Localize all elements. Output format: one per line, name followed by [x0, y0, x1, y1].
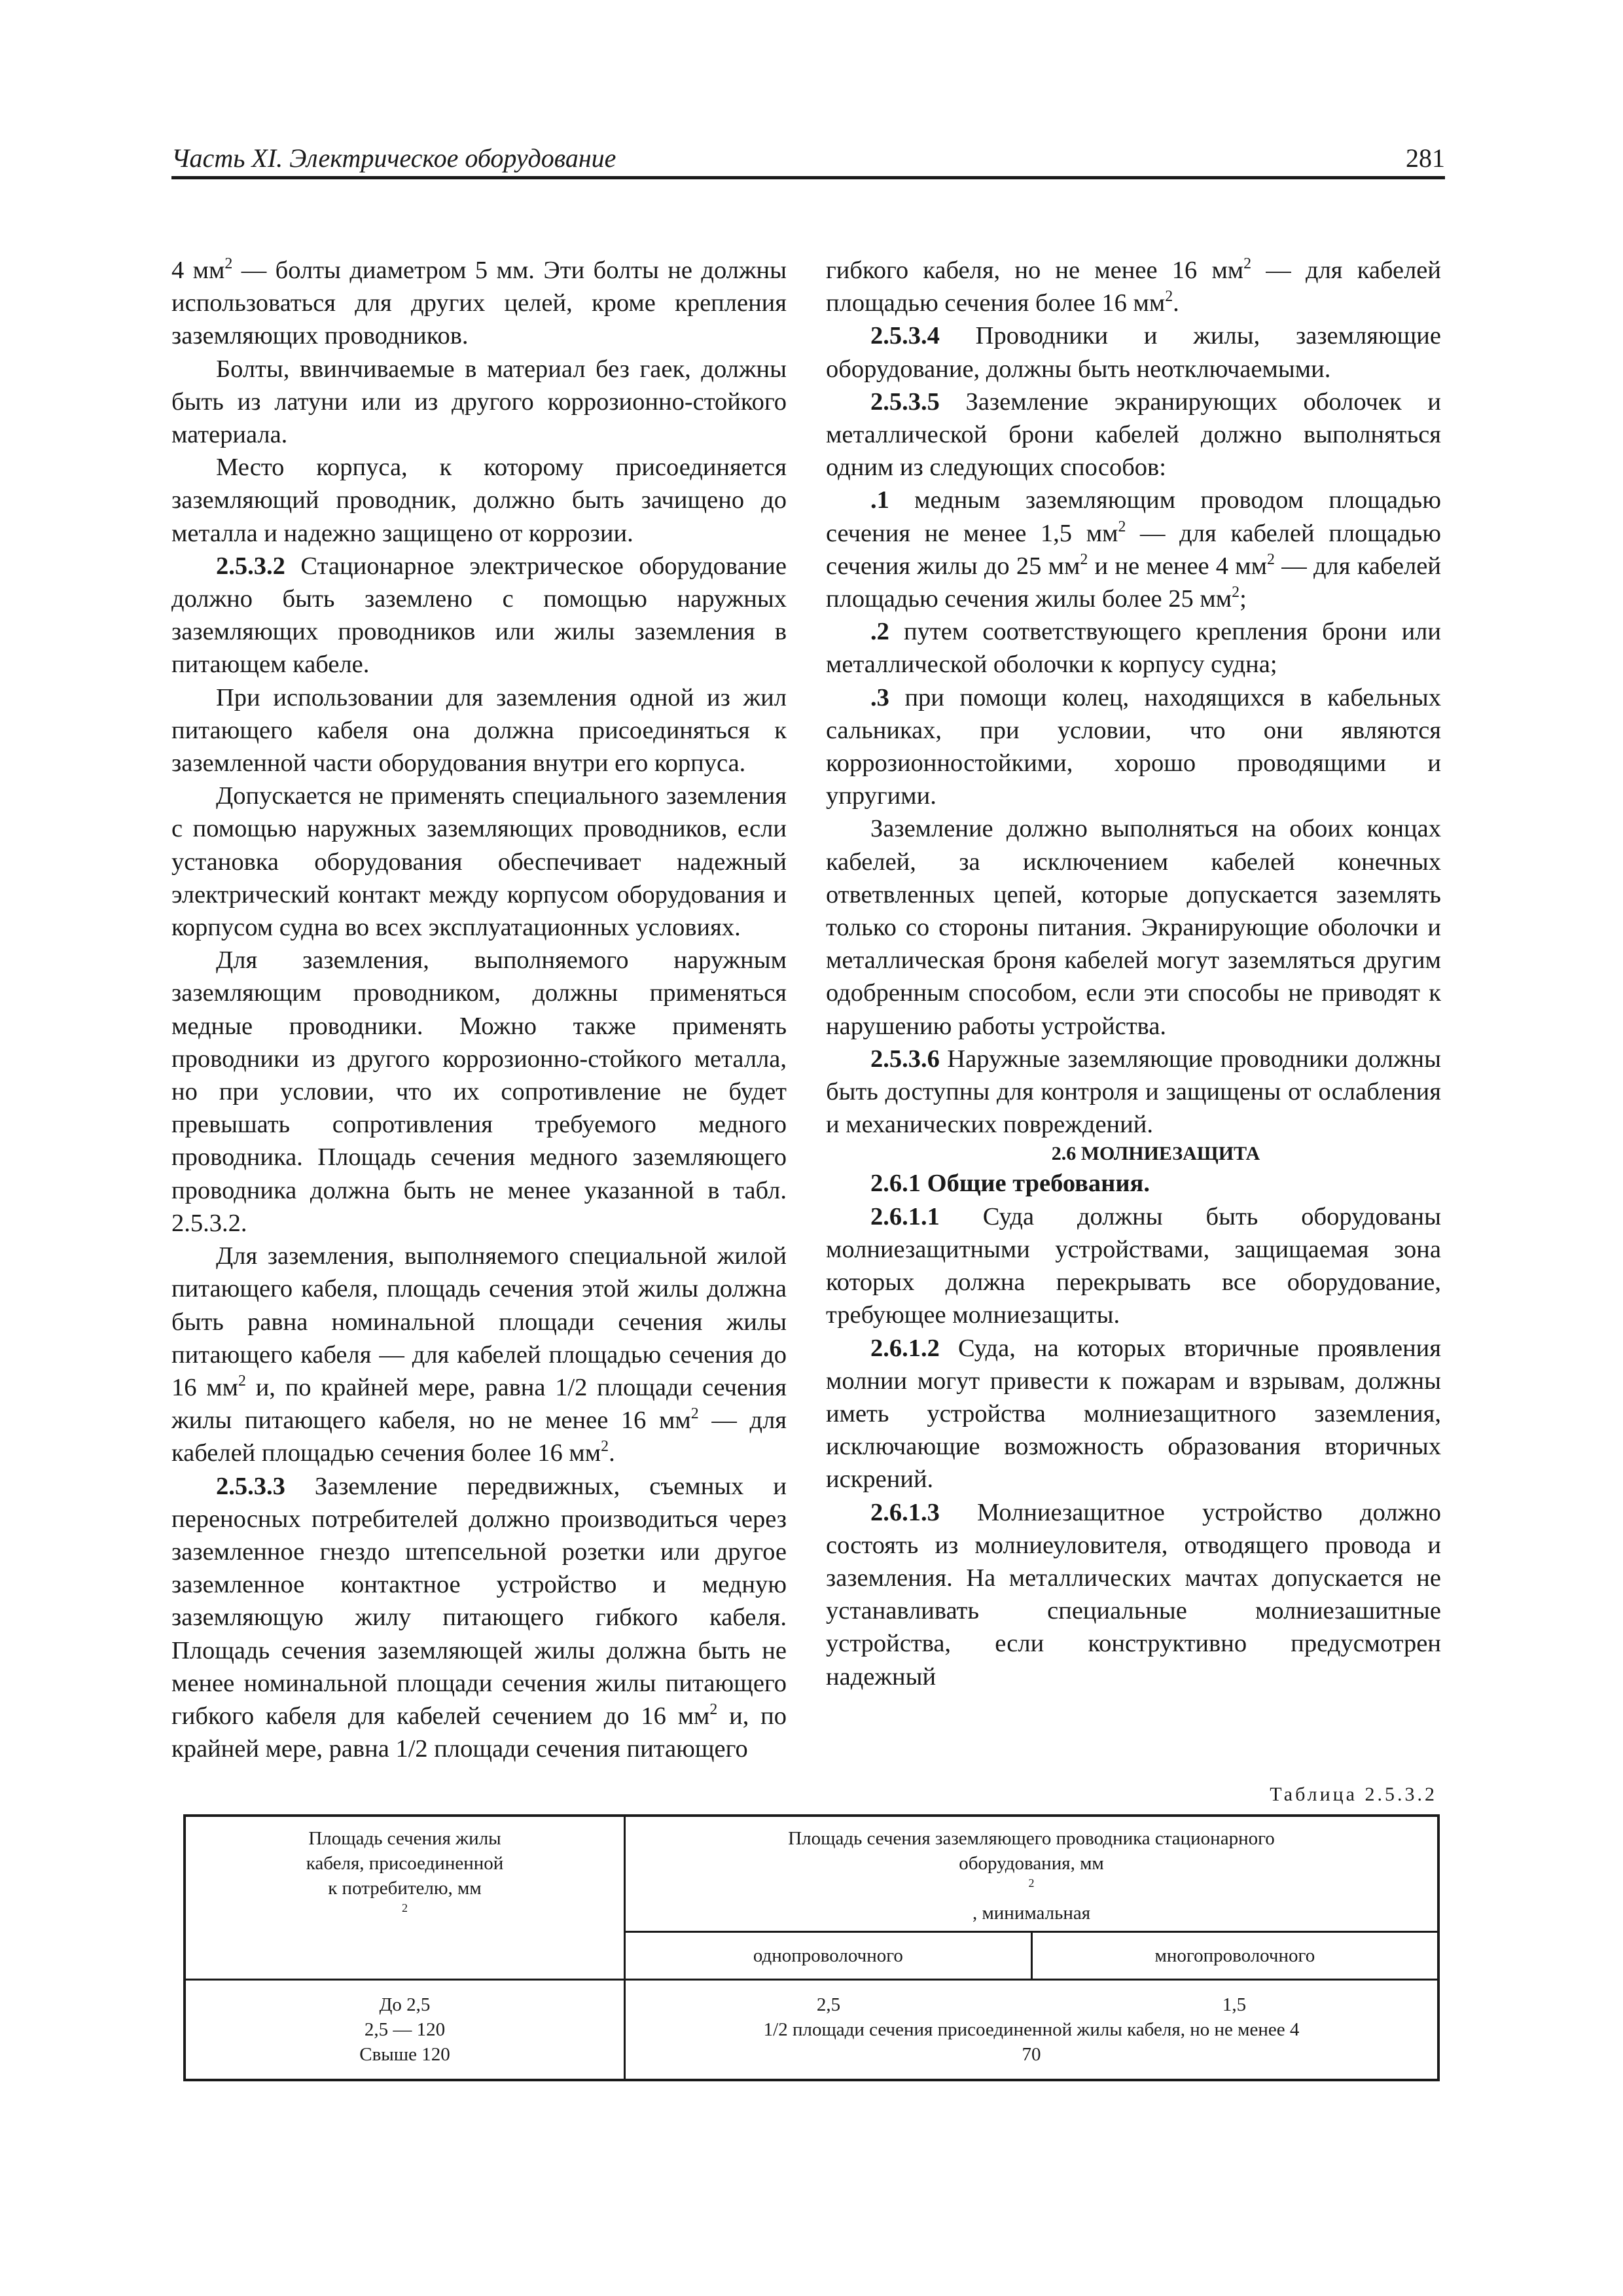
list-item-1: .1 медным заземляющим проводом площадью сечения не менее 1,5 $мм^2$ — для кабелей площадью сечения жилы до 25 $мм^2$ и не менее 4 $мм^2$ — для кабелей площадью сечения жилы более 25 $мм^2$;: [826, 486, 1441, 613]
clause-number: 2.5.3.3: [216, 1472, 285, 1500]
right-text-column: [826, 254, 1441, 1693]
table-cell-conductor-values: 2,5 1,5 1/2 площади сечения присоединенной жилы кабеля, но не менее 4 70: [625, 1980, 1439, 2081]
table-header-conductor-area: Площадь сечения заземляющего проводника стационарного оборудования, мм $^2$ , минимальная: [625, 1816, 1439, 1932]
paragraph: Допускается не применять специального заземления с помощью наружных заземляющих проводников, если установка оборудования обеспечивает надежный электрический контакт между корпусом оборудования и корпусом судна во всех эксплуатационных условиях.: [171, 782, 787, 942]
table-subheader-multi-wire: многопроволочного: [1031, 1932, 1438, 1980]
clause-number: 2.5.3.2: [216, 552, 285, 580]
paragraph-2-6-1-3: 2.6.1.3 Молниезащитное устройство должно состоять из молниеуловителя, отводящего провода и заземления. На металлических мачтах допускается не устанавливать специальные молниезашитные устройства, если конструктивно предусмотрен надежный: [826, 1498, 1441, 1691]
paragraph-2-5-3-4: 2.5.3.4 Проводники и жилы, заземляющие оборудование, должны быть неотключаемыми.: [826, 322, 1441, 383]
subsection-title: 2.6.1 Общие требования.: [870, 1170, 1150, 1198]
table-caption: Таблица 2.5.3.2: [1270, 1784, 1437, 1805]
list-item-2: .2 путем соответствующего крепления брони или металлической оболочки к корпусу судна;: [826, 618, 1441, 679]
section-title: 2.6 МОЛНИЕЗАЩИТА: [1051, 1143, 1260, 1165]
table-subheader-single-wire: однопроволочного: [625, 1932, 1032, 1980]
table-header-core-area: Площадь сечения жилы кабеля, присоединенной к потребителю, мм $^2$: [185, 1816, 625, 1980]
paragraph: 4 $мм^2$ — болты диаметром 5 мм. Эти болты не должны использоваться для других целей, кроме крепления заземляющих проводников.: [171, 255, 787, 350]
clause-number: 2.5.3.4: [870, 322, 940, 350]
paragraph: Для заземления, выполняемого специальной жилой питающего кабеля, площадь сечения этой жилы должна быть равна номинальной площади сечения жилы питающего кабеля — для кабелей площадью сечения до 16 $мм^2$ и, по крайней мере, равна 1/2 площади сечения жилы питающего кабеля, но не менее 16 $мм^2$ — для кабелей площадью сечения более 16 $мм^2$.: [171, 1242, 787, 1467]
paragraph: гибкого кабеля, но не менее 16 $мм^2$ — для кабелей площадью сечения более 16 $мм^2$.: [826, 255, 1441, 317]
paragraph: Место корпуса, к которому присоединяется заземляющий проводник, должно быть зачищено до металла и надежно защищено от коррозии.: [171, 454, 787, 547]
paragraph: Для заземления, выполняемого наружным заземляющим проводником, должны применяться медные проводники. Можно также применять проводники из другого коррозионно-стойкого металла, но при условии, что их сопротивление не будет превышать сопротивления требуемого медного проводника. Площадь сечения медного заземляющего проводника должна быть не менее указанной в табл. 2.5.3.2.: [171, 946, 787, 1237]
paragraph-2-5-3-6: 2.5.3.6 Наружные заземляющие проводники должны быть доступны для контроля и защищены от ослабления и механических повреждений.: [826, 1045, 1441, 1139]
list-item-3: .3 при помощи колец, находящихся в кабельных сальниках, при условии, что они являются коррозионностойкими, хорошо проводящими и упругими.: [826, 683, 1441, 810]
paragraph-2-5-3-5: 2.5.3.5 Заземление экранирующих оболочек и металлической брони кабелей должно выполняться одним из следующих способов:: [826, 387, 1441, 482]
page-number: 281: [1406, 143, 1445, 173]
paragraph-2-6-1-2: 2.6.1.2 Суда, на которых вторичные проявления молнии могут привести к пожарам и взрывам, должны иметь устройства молниезащитного заземления, исключающие возможность образования вторичных искрений.: [826, 1334, 1441, 1494]
clause-number: 2.6.1.2: [870, 1334, 940, 1362]
paragraph: Заземление должно выполняться на обоих концах кабелей, за исключением кабелей конечных ответвленных цепей, которые допускается заземлять только со стороны питания. Экранирующие оболочки и металлическая броня кабелей могут заземляться другим одобренным способом, если эти способы не приводят к нарушению работы устройства.: [826, 815, 1441, 1040]
paragraph-2-5-3-2: 2.5.3.2 Стационарное электрическое оборудование должно быть заземлено с помощью наружных заземляющих проводников или жилы заземления в питающем кабеле.: [171, 552, 787, 679]
left-text-column: [171, 254, 787, 1765]
paragraph-2-6-1-1: 2.6.1.1 Суда должны быть оборудованы молниезащитными устройствами, защищаемая зона которых должна перекрывать все оборудование, требующее молниезащиты.: [826, 1202, 1441, 1329]
clause-number: 2.6.1.1: [870, 1202, 940, 1230]
table-cell-core-ranges: До 2,5 2,5 — 120 Свыше 120: [185, 1980, 625, 2081]
header-rule: [171, 176, 1445, 179]
paragraph: При использовании для заземления одной из жил питающего кабеля она должна присоединяться к заземленной части оборудования внутри его корпуса.: [171, 683, 787, 778]
clause-number: 2.5.3.6: [870, 1045, 940, 1073]
running-header-title: Часть XI. Электрическое оборудование: [171, 143, 616, 173]
paragraph: Болты, ввинчиваемые в материал без гаек, должны быть из латуни или из другого коррозионно-стойкого материала.: [171, 355, 787, 449]
paragraph-2-5-3-3: 2.5.3.3 Заземление передвижных, съемных и переносных потребителей должно производиться через заземленное гнездо штепсельной розетки или другое заземленное контактное устройство и медную заземляющую жилу питающего гибкого кабеля. Площадь сечения заземляющей жилы должна быть не менее номинальной площади сечения жилы питающего гибкого кабеля для кабелей сечением до 16 $мм^2$ и, по крайней мере, равна 1/2 площади сечения питающего: [171, 1472, 787, 1763]
grounding-table: [183, 1814, 1440, 2081]
clause-number: 2.5.3.5: [870, 387, 940, 416]
clause-number: 2.6.1.3: [870, 1498, 940, 1526]
